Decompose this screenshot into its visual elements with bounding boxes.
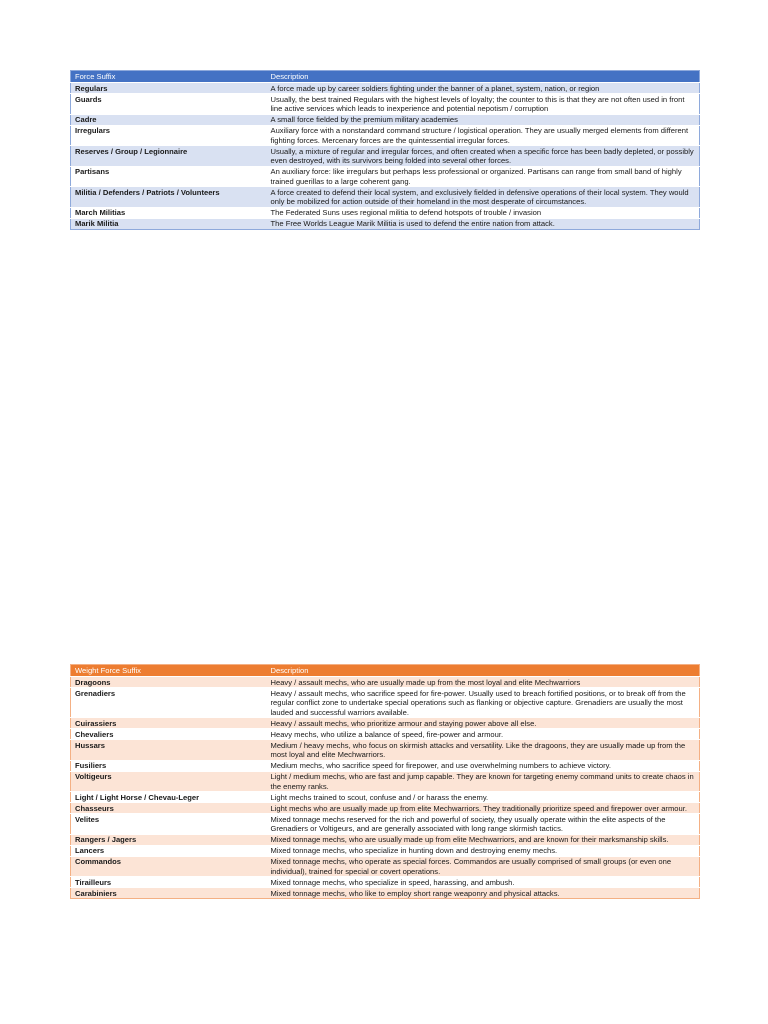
force-suffix-name: Regulars: [71, 83, 267, 94]
table-row: [71, 718, 700, 729]
table-row: [71, 83, 700, 94]
weight-suffix-description: Mixed tonnage mechs, who specialize in speed, harassing, and ambush.: [267, 877, 700, 888]
force-suffix-description: Auxiliary force with a nonstandard command structure / logistical operation. They are usually merged elements from different fighting forces. Mercenary forces are the quintessential irregular forces.: [267, 125, 700, 146]
force-suffix-description: An auxiliary force: like irregulars but perhaps less professional or organized. Partisans can range from small band of highly trained guerillas to a large coherent gang.: [267, 166, 700, 187]
table-row: [71, 834, 700, 845]
table-row: [71, 146, 700, 167]
table-row: [71, 740, 700, 761]
column-header-description: Description: [267, 71, 700, 83]
weight-suffix-description: Heavy / assault mechs, who are usually made up from the most loyal and elite Mechwarriors: [267, 677, 700, 688]
weight-suffix-name: Velites: [71, 814, 267, 835]
weight-force-suffix-table: [70, 664, 700, 899]
force-suffix-name: Cadre: [71, 114, 267, 125]
weight-suffix-name: Lancers: [71, 845, 267, 856]
force-suffix-description: Usually, the best trained Regulars with the highest levels of loyalty; the counter to this is that they are not often used in front line active services which leads to inexperience and potential nepotism / corruption: [267, 94, 700, 115]
weight-suffix-description: Light / medium mechs, who are fast and jump capable. They are known for targeting enemy command units to create chaos in the enemy ranks.: [267, 771, 700, 792]
weight-suffix-name: Chevaliers: [71, 729, 267, 740]
weight-suffix-description: Light mechs who are usually made up from elite Mechwarriors. They traditionally prioritize speed and firepower over armour.: [267, 803, 700, 814]
weight-suffix-name: Voltigeurs: [71, 771, 267, 792]
weight-suffix-description: Mixed tonnage mechs, who like to employ short range weaponry and physical attacks.: [267, 888, 700, 899]
table-row: [71, 792, 700, 803]
weight-suffix-name: Chasseurs: [71, 803, 267, 814]
weight-suffix-name: Hussars: [71, 740, 267, 761]
table-row: [71, 760, 700, 771]
weight-suffix-description: Heavy mechs, who utilize a balance of speed, fire-power and armour.: [267, 729, 700, 740]
force-suffix-name: Militia / Defenders / Patriots / Volunteers: [71, 187, 267, 208]
table-row: [71, 888, 700, 899]
table-row: [71, 125, 700, 146]
force-suffix-description: A force made up by career soldiers fighting under the banner of a planet, system, nation, or region: [267, 83, 700, 94]
force-suffix-table: [70, 70, 700, 230]
force-suffix-name: Marik Militia: [71, 218, 267, 229]
table-row: [71, 729, 700, 740]
table-row: [71, 677, 700, 688]
force-suffix-name: March Militias: [71, 207, 267, 218]
force-suffix-name: Partisans: [71, 166, 267, 187]
table-row: [71, 187, 700, 208]
column-header-force-suffix: Force Suffix: [71, 71, 267, 83]
weight-suffix-name: Cuirassiers: [71, 718, 267, 729]
weight-suffix-name: Commandos: [71, 856, 267, 877]
column-header-description: Description: [267, 665, 700, 677]
force-suffix-name: Irregulars: [71, 125, 267, 146]
table-header-row: [71, 71, 700, 83]
weight-suffix-description: Mixed tonnage mechs, who specialize in hunting down and destroying enemy mechs.: [267, 845, 700, 856]
column-header-weight-force-suffix: Weight Force Suffix: [71, 665, 267, 677]
table-row: [71, 771, 700, 792]
force-suffix-description: A force created to defend their local system, and exclusively fielded in defensive operations of their local system. They would only be mobilized for action outside of their homeland in the most desperate of circumstances.: [267, 187, 700, 208]
table-row: [71, 877, 700, 888]
weight-suffix-description: Heavy / assault mechs, who prioritize armour and staying power above all else.: [267, 718, 700, 729]
weight-suffix-name: Dragoons: [71, 677, 267, 688]
table-row: [71, 218, 700, 229]
weight-suffix-name: Tirailleurs: [71, 877, 267, 888]
table-row: [71, 814, 700, 835]
force-suffix-description: The Federated Suns uses regional militia to defend hotspots of trouble / invasion: [267, 207, 700, 218]
force-suffix-description: The Free Worlds League Marik Militia is used to defend the entire nation from attack.: [267, 218, 700, 229]
weight-suffix-name: Fusiliers: [71, 760, 267, 771]
weight-suffix-description: Heavy / assault mechs, who sacrifice speed for fire-power. Usually used to breach fortified positions, or to break off from the regular conflict zone to undertake special operations such as flanking or objective capture. Grenadiers are usually the most lauded and successful warriors available.: [267, 688, 700, 718]
force-suffix-name: Reserves / Group / Legionnaire: [71, 146, 267, 167]
weight-suffix-description: Mixed tonnage mechs reserved for the rich and powerful of society, they usually operate within the elite aspects of the Grenadiers or Voltigeurs, and are generally associated with long range skirmish tactics.: [267, 814, 700, 835]
weight-suffix-name: Rangers / Jagers: [71, 834, 267, 845]
table-row: [71, 94, 700, 115]
weight-suffix-description: Light mechs trained to scout, confuse and / or harass the enemy.: [267, 792, 700, 803]
weight-suffix-description: Medium / heavy mechs, who focus on skirmish attacks and versatility. Like the dragoons, they are usually made up from the most loyal and elite Mechwarriors.: [267, 740, 700, 761]
table-row: [71, 856, 700, 877]
weight-suffix-description: Medium mechs, who sacrifice speed for firepower, and use overwhelming numbers to achieve victory.: [267, 760, 700, 771]
table-row: [71, 114, 700, 125]
table-row: [71, 688, 700, 718]
weight-suffix-name: Grenadiers: [71, 688, 267, 718]
table-row: [71, 166, 700, 187]
table-header-row: [71, 665, 700, 677]
weight-suffix-description: Mixed tonnage mechs, who operate as special forces. Commandos are usually comprised of small groups (or even one individual), trained for special or covert operations.: [267, 856, 700, 877]
table-row: [71, 207, 700, 218]
weight-suffix-name: Carabiniers: [71, 888, 267, 899]
force-suffix-description: Usually, a mixture of regular and irregular forces, and often created when a specific force has been badly depleted, or possibly even destroyed, with its survivors being folded into several other forces.: [267, 146, 700, 167]
force-suffix-description: A small force fielded by the premium military academies: [267, 114, 700, 125]
weight-suffix-name: Light / Light Horse / Chevau-Leger: [71, 792, 267, 803]
table-row: [71, 845, 700, 856]
weight-suffix-description: Mixed tonnage mechs, who are usually made up from elite Mechwarriors, and are known for their marksmanship skills.: [267, 834, 700, 845]
force-suffix-name: Guards: [71, 94, 267, 115]
table-row: [71, 803, 700, 814]
